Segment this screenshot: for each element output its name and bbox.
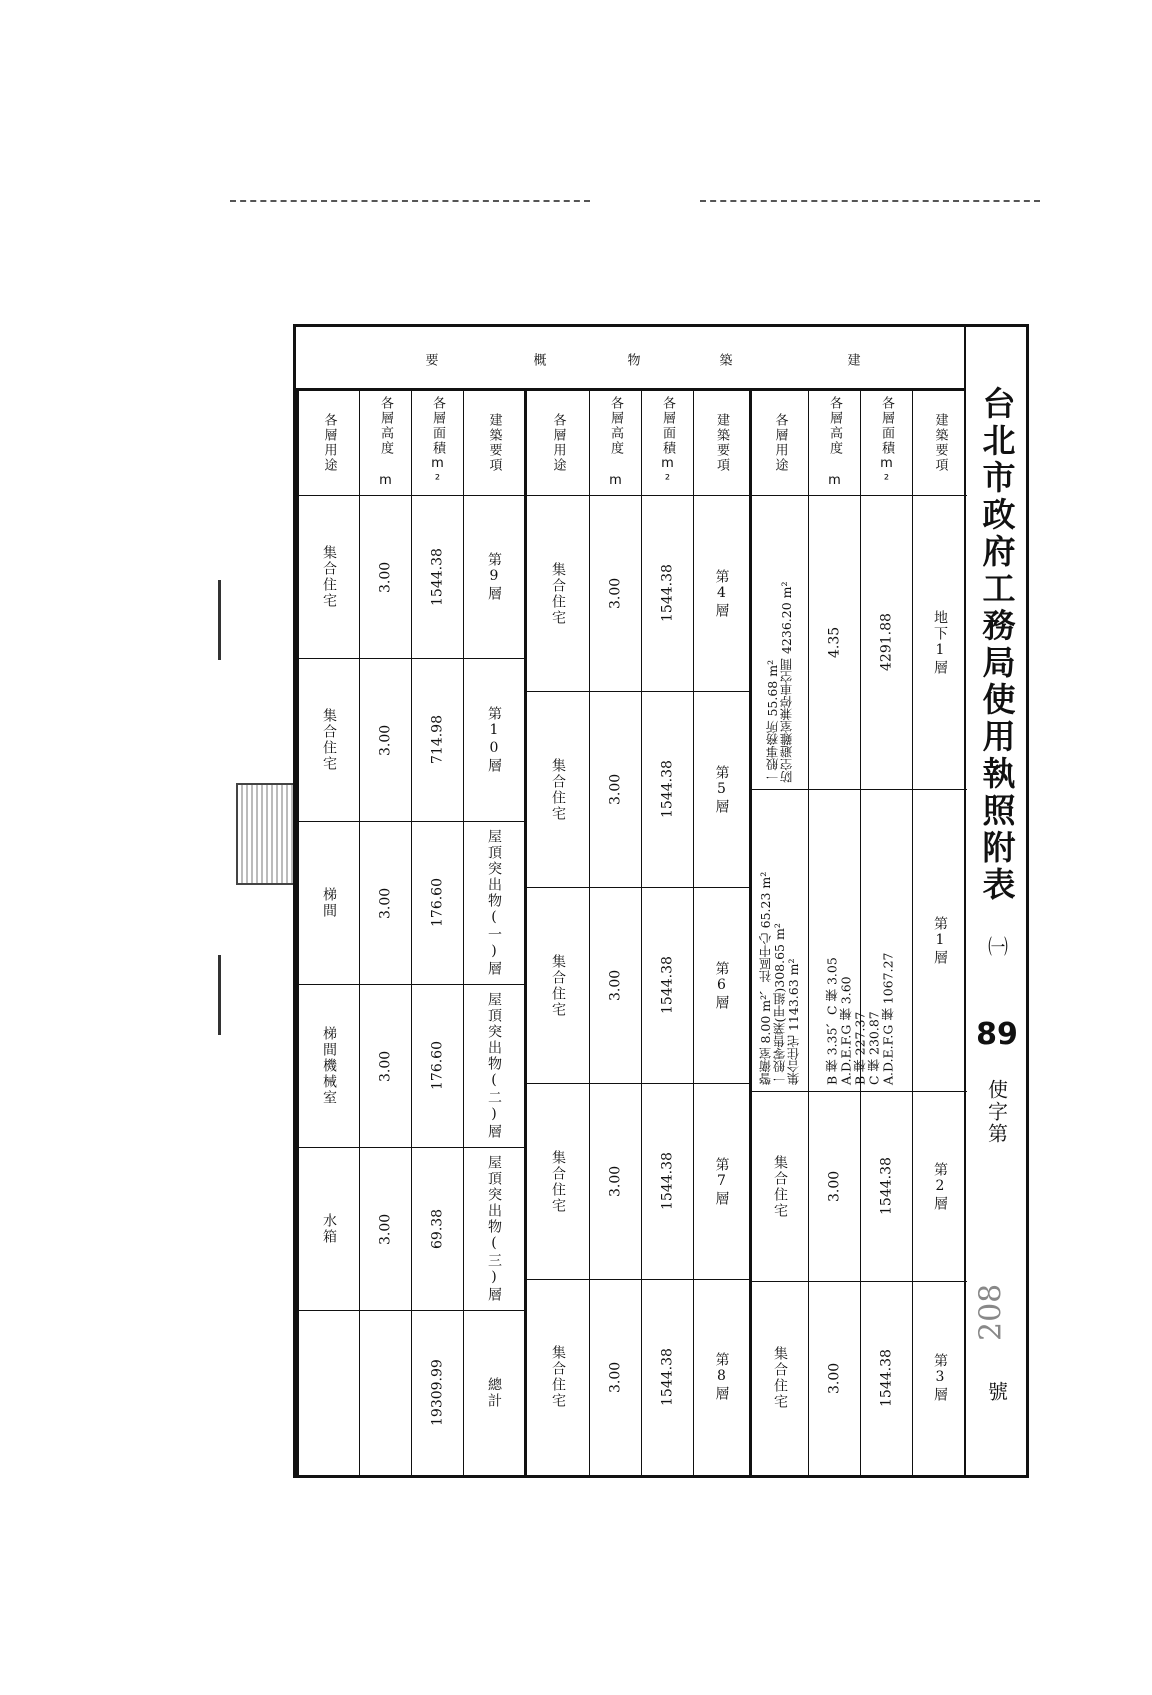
document-subtitle: ㈠ <box>984 936 1009 958</box>
category-char: 築 <box>716 352 732 368</box>
use-value: 梯間機械室 <box>321 1026 337 1106</box>
scan-mark <box>218 580 221 660</box>
floor-name: 第7層 <box>713 1156 730 1207</box>
use-value: 集合住宅 <box>321 708 337 772</box>
column-area <box>641 391 693 1475</box>
area-height-multiline <box>809 790 912 1091</box>
height-value: 3.00 <box>377 724 394 756</box>
column-height <box>589 391 641 1475</box>
column-area <box>411 391 463 1475</box>
floor-name: 第10層 <box>486 706 502 774</box>
title-column <box>964 327 1026 1475</box>
header-area: 各層面積m² <box>430 396 445 490</box>
height-value: 3.00 <box>377 887 394 919</box>
header-area: 各層面積m² <box>879 396 894 490</box>
height-value: 3.00 <box>607 773 624 806</box>
use-line: 防空避難室兼停車空間 4236.20 m² <box>779 581 794 783</box>
column-use <box>299 391 359 1475</box>
header-item: 建築要項 <box>932 413 948 473</box>
height-value: 3.00 <box>607 577 624 610</box>
permit-year: 89 <box>976 1017 1018 1052</box>
use-value: 集合住宅 <box>550 1345 566 1409</box>
use-value-multiline <box>752 496 808 789</box>
category-char: 建 <box>844 352 860 368</box>
floor-name: 第3層 <box>932 1353 948 1403</box>
use-value: 集合住宅 <box>321 545 337 609</box>
use-line: 一般零售業(甲組)308.65 m² <box>772 923 787 1085</box>
floor-name: 地下1層 <box>932 609 948 676</box>
permit-number: 208 <box>973 1283 1009 1341</box>
column-item <box>463 391 524 1475</box>
area-value: 1544.38 <box>659 1348 676 1406</box>
floor-name: 總計 <box>486 1376 502 1409</box>
use-value-multiline <box>752 790 808 1091</box>
section-upper-floors <box>296 391 524 1475</box>
use-value: 集合住宅 <box>550 1149 566 1214</box>
scan-mark <box>218 955 221 1035</box>
floor-name: 第1層 <box>932 915 948 966</box>
use-line: 集合住宅 1143.63 m² <box>786 958 801 1085</box>
header-use: 各層用途 <box>772 413 788 473</box>
area-value: 4291.88 <box>878 613 895 672</box>
header-area: 各層面積m² <box>660 396 675 490</box>
height-value: 3.00 <box>607 1361 624 1393</box>
area-line: C 棟 230.87 <box>866 1011 882 1085</box>
area-value: 1544.38 <box>659 564 676 623</box>
area-line: B 棟 227.37 <box>852 1011 868 1085</box>
section-lower-floors <box>749 391 967 1475</box>
height-value: 3.00 <box>607 969 624 1002</box>
height-value <box>360 1311 411 1474</box>
header-item: 建築要項 <box>714 413 729 473</box>
header-item: 建築要項 <box>486 413 502 473</box>
floor-name: 第2層 <box>932 1161 948 1212</box>
header-use: 各層用途 <box>321 413 337 473</box>
height-line: B 棟 3.35、C 棟 3.05 <box>824 957 840 1085</box>
floor-name: 屋頂突出物(三)層 <box>486 1155 502 1303</box>
permit-suffix: 號 <box>984 1381 1009 1403</box>
use-value: 集合住宅 <box>772 1154 788 1219</box>
floor-name: 屋頂突出物(一)層 <box>486 829 502 977</box>
category-char: 概 <box>530 352 546 368</box>
height-value: 3.00 <box>826 1362 843 1394</box>
use-line: 一般事務所 55.68 m² <box>765 659 780 783</box>
section-middle-floors <box>524 391 749 1475</box>
use-value <box>299 1311 359 1474</box>
use-value: 集合住宅 <box>550 561 566 626</box>
area-value: 1544.38 <box>659 760 676 819</box>
area-value: 1544.38 <box>878 1157 895 1216</box>
height-value: 3.00 <box>377 1213 394 1245</box>
height-value: 3.00 <box>607 1165 624 1198</box>
column-item <box>693 391 749 1475</box>
permit-appendix-table <box>293 324 1029 1478</box>
column-use <box>527 391 589 1475</box>
column-use <box>752 391 808 1475</box>
area-value: 176.60 <box>429 878 446 928</box>
area-value: 1544.38 <box>659 956 676 1015</box>
floor-name: 第9層 <box>486 552 502 602</box>
header-height: 各層高度 m <box>827 396 842 490</box>
floor-name: 第6層 <box>713 960 730 1011</box>
seal-stamp <box>236 783 300 885</box>
area-value: 714.98 <box>429 715 446 765</box>
category-char: 要 <box>422 352 438 368</box>
document-title: 台北市政府工務局使用執照附表 <box>977 386 1017 904</box>
column-height <box>359 391 411 1475</box>
area-value: 1544.38 <box>659 1152 676 1211</box>
floor-name: 第8層 <box>713 1352 730 1402</box>
use-value: 集合住宅 <box>550 953 566 1018</box>
scan-dash-line <box>230 200 590 202</box>
header-use: 各層用途 <box>550 413 566 473</box>
category-char: 物 <box>624 352 640 368</box>
height-value: 3.00 <box>377 1050 394 1082</box>
floor-name: 第5層 <box>713 764 730 815</box>
use-value: 水箱 <box>321 1213 337 1245</box>
use-line: 警衛室 8.00 m²、社區中心 65.23 m² <box>758 871 773 1085</box>
permit-word: 使字第 <box>984 1079 1009 1145</box>
height-value: 3.00 <box>377 561 394 593</box>
use-value: 集合住宅 <box>550 757 566 822</box>
area-value: 69.38 <box>429 1208 446 1250</box>
area-value: 1544.38 <box>878 1349 895 1407</box>
area-value: 1544.38 <box>429 548 446 606</box>
header-height: 各層高度 m <box>608 396 623 490</box>
area-value: 19309.99 <box>429 1359 446 1426</box>
use-value: 集合住宅 <box>772 1346 788 1410</box>
column-item <box>912 391 967 1475</box>
height-value: 3.00 <box>826 1170 843 1203</box>
header-height: 各層高度 m <box>378 396 393 490</box>
area-line: A.D.E.F.G 棟 1067.27 <box>880 952 896 1085</box>
category-header-row <box>296 327 964 391</box>
floor-name: 第4層 <box>713 568 730 619</box>
scan-dash-line <box>700 200 1040 202</box>
height-value: 4.35 <box>826 626 843 659</box>
area-value: 176.60 <box>429 1041 446 1091</box>
height-line: A.D.E.F.G 棟 3.60 <box>838 976 854 1085</box>
floor-name: 屋頂突出物(二)層 <box>486 992 502 1140</box>
use-value: 梯間 <box>321 887 337 919</box>
